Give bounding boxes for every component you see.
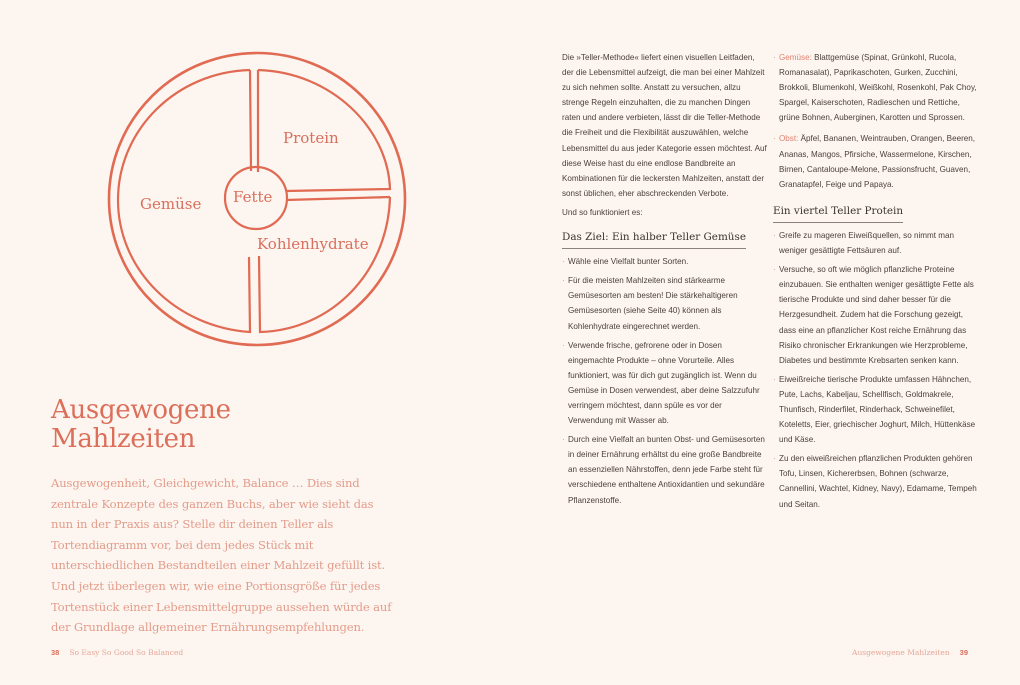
- page-number-left: 38: [51, 648, 60, 657]
- footer-left: [51, 648, 183, 657]
- footer-right: [852, 648, 968, 657]
- keyword-gemuese: Gemüse:: [779, 53, 812, 62]
- keyword-obst: Obst:: [779, 134, 799, 144]
- bullet-item: · Versuche, so oft wie möglich pflanzliche Proteine einzubauen. Sie enthalten weniger gesättigte Fette als tierische Produkte und sind daher besser für die Herzgesundheit. Zudem hat die Forschung gezeigt, dass eine an pflanzlicher Kost reiche Ernährung das Risiko chronischer Erkrankungen wie Herzprobleme, Diabetes und bestimmte Krebsarten senken kann.: [773, 262, 978, 368]
- running-title-left: So Easy So Good So Balanced: [69, 648, 184, 657]
- running-title-right: Ausgewogene Mahlzeiten: [852, 648, 950, 657]
- plate-diagram: [106, 50, 408, 350]
- bullet-item: · Verwende frische, gefrorene oder in Dosen eingemachte Produkte – ohne Vorurteile. Alles funktioniert, was für dich gut zugänglich ist. Wenn du Gemüse in Dosen verwendest, aber deine Salzzufuhr verringern möchtest, dann spüle es vor der Verwendung mit Wasser ab.: [562, 338, 767, 429]
- label-gemuese: Gemüse: [140, 195, 202, 213]
- bullet-item: · Für die meisten Mahlzeiten sind stärkearme Gemüsesorten am besten! Die stärkehaltigeren Gemüsesorten (siehe Seite 40) können als Kohlenhydrate eingerechnet werden.: [562, 273, 767, 333]
- bullet-item: · Greife zu mageren Eiweißquellen, so nimmt man weniger gesättigte Fettsäuren auf.: [773, 228, 978, 258]
- method-lead: Und so funktioniert es:: [562, 207, 643, 217]
- title-line-1: Ausgewogene: [51, 395, 231, 425]
- bullet-item: · Eiweißreiche tierische Produkte umfassen Hähnchen, Pute, Lachs, Kabeljau, Schellfisch, Goldmakrele, Thunfisch, Rinderfilet, Rinderhack, Schweinefilet, Koteletts, Eier, griechischer Joghurt, Milch, Hüttenkäse und Käse.: [773, 372, 978, 447]
- subhead-vegetables: Das Ziel: Ein halber Teller Gemüse: [562, 230, 746, 249]
- label-kohlenhydrate: Kohlenhydrate: [257, 235, 369, 253]
- right-column-1: [562, 50, 767, 512]
- bullet-gemuese: [773, 50, 978, 125]
- title-line-2: Mahlzeiten: [51, 424, 196, 454]
- right-column-2: [773, 50, 978, 516]
- method-intro: Die »Teller-Methode« liefert einen visuellen Leitfaden, der die Lebensmittel aufzeigt, die man bei einer Mahlzeit zu sich nehmen sollte. Anstatt zu versuchen, allzu strenge Regeln einzuhalten, die zu manchen Dingen raten und andere verbieten, lässt dir die Teller-Methode die Freiheit und die Flexibilität auszuwählen, welche Lebensmittel du aus jeder Kategorie essen möchtest. Auf diese Weise hast du eine endlose Bandbreite an Kombinationen für die leckersten Mahlzeiten, anstatt der sonst üblichen, eher abschreckenden Verbote.: [562, 53, 767, 198]
- page-title: [51, 396, 231, 454]
- subhead-protein: Ein viertel Teller Protein: [773, 204, 903, 223]
- label-fette: Fette: [233, 188, 273, 206]
- bullet-item: · Wähle eine Vielfalt bunter Sorten.: [562, 254, 767, 269]
- label-protein: Protein: [283, 129, 339, 147]
- page-number-right: 39: [959, 648, 968, 657]
- obst-list: Äpfel, Bananen, Weintrauben, Orangen, Beeren, Ananas, Mangos, Pfirsiche, Wassermelone, Kirschen, Birnen, Cantaloupe-Melone, Passionsfrucht, Guaven, Granatapfel, Feige und Papaya.: [779, 134, 976, 189]
- gemuese-list: Blattgemüse (Spinat, Grünkohl, Rucola, Romanasalat), Paprikaschoten, Gurken, Zucchini, Brokkoli, Blumenkohl, Weißkohl, Rosenkohl, Pak Choy, Spargel, Kaiserschoten, Radieschen und Rettiche, grüne Bohnen, Auberginen, Karotten und Sprossen.: [779, 53, 977, 123]
- bullet-obst: [773, 131, 978, 191]
- bullet-item: · Durch eine Vielfalt an bunten Obst- und Gemüsesorten in deiner Ernährung erhältst du eine große Bandbreite an essenziellen Nährstoffen, denn jede Farbe steht für verschiedene enthaltene Antioxidantien und sekundäre Pflanzenstoffe.: [562, 432, 767, 507]
- bullet-item: · Zu den eiweißreichen pflanzlichen Produkten gehören Tofu, Linsen, Kichererbsen, Bohnen (schwarze, Cannellini, Wachtel, Kidney, Navy), Edamame, Tempeh und Seitan.: [773, 451, 978, 511]
- intro-paragraph: Ausgewogenheit, Gleichgewicht, Balance … Dies sind zentrale Konzepte des ganzen Buchs, aber wie sieht das nun in der Praxis aus? Stelle dir deinen Teller als Tortendiagramm vor, bei dem jedes Stück mit unterschiedlichen Bestandteilen einer Mahlzeit gefüllt ist. Und jetzt überlegen wir, wie eine Portionsgröße für jedes Tortenstück einer Lebensmittelgruppe aussehen würde auf der Grundlage allgemeiner Ernährungsempfehlungen.: [51, 476, 392, 635]
